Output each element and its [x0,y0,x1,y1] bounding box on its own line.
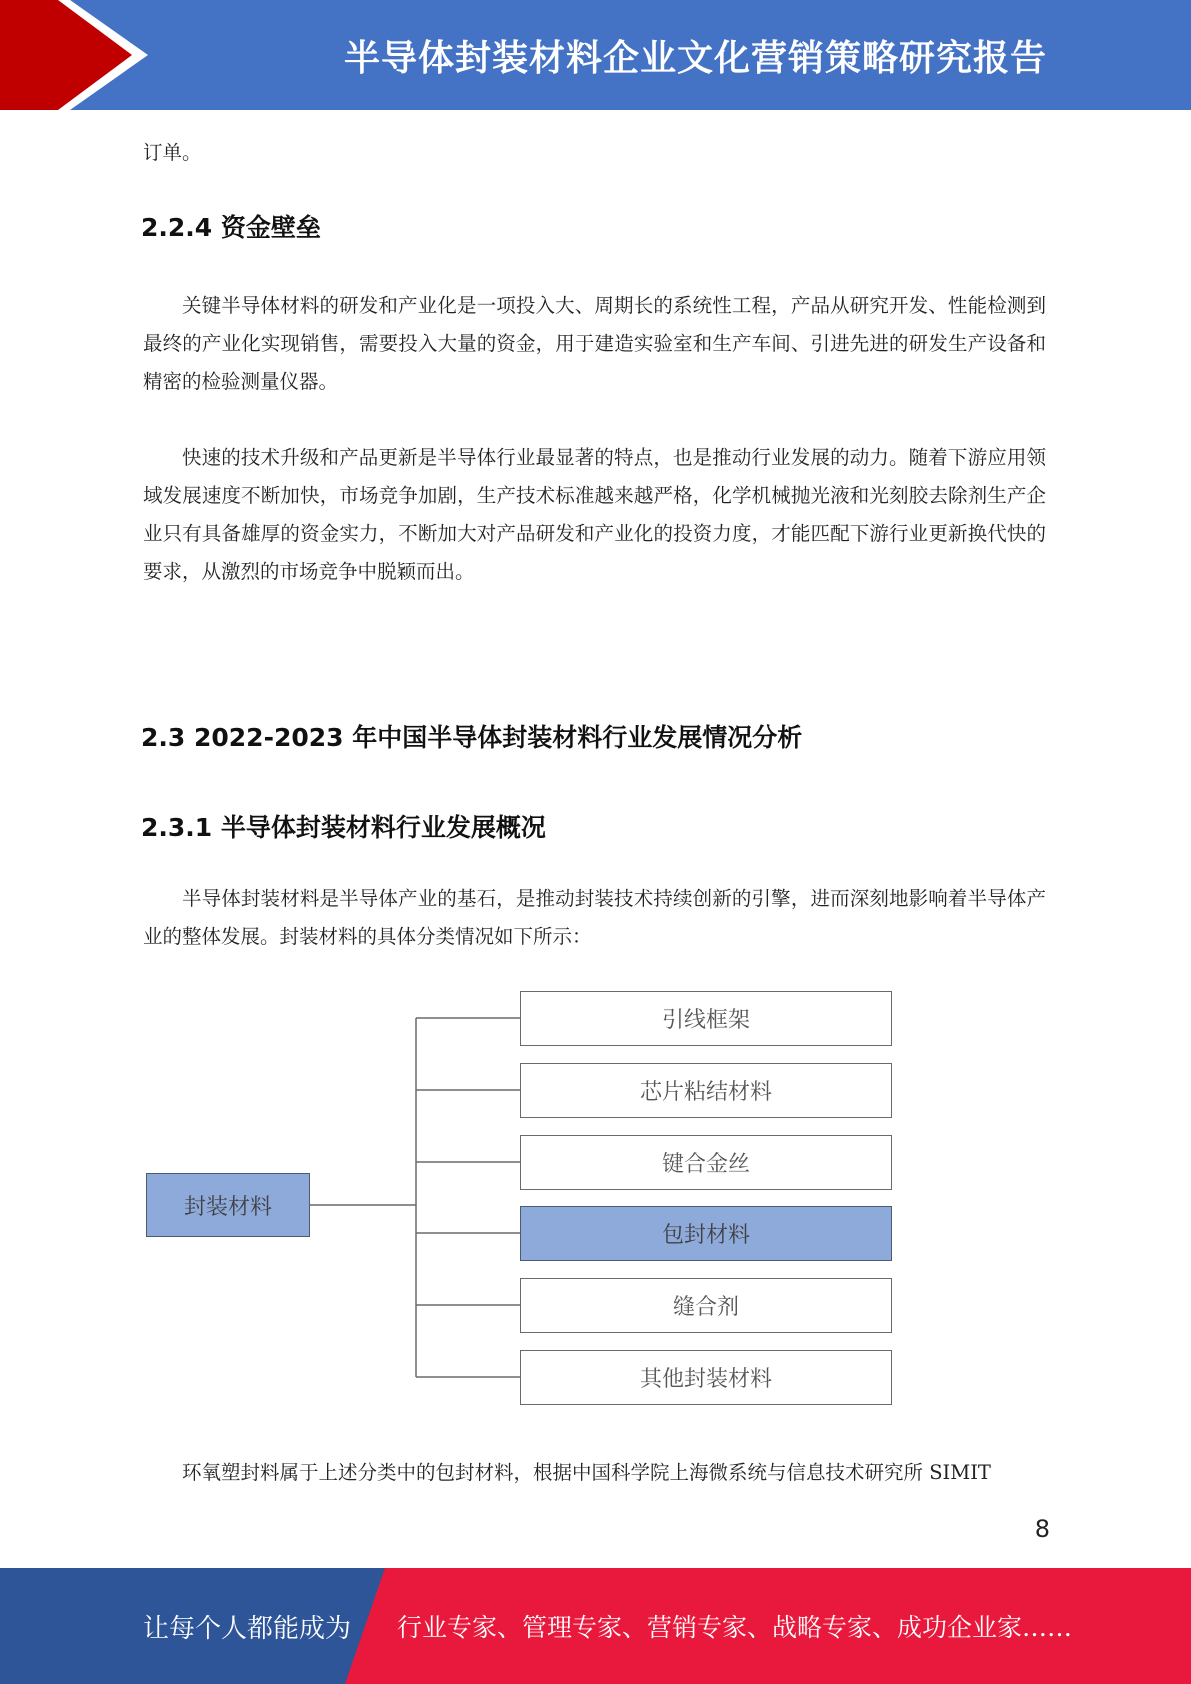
diagram-node-encapsulation: 包封材料 [520,1206,892,1261]
paragraph-capital-barrier-1: 关键半导体材料的研发和产业化是一项投入大、周期长的系统性工程，产品从研究开发、性能检测到最终的产业化实现销售，需要投入大量的资金，用于建造实验室和生产车间、引进先进的研发生产设备和精密的检验测量仪器。 [143,294,1046,393]
diagram-node-lead-frame: 引线框架 [520,991,892,1046]
diagram-node-sealant: 缝合剂 [520,1278,892,1333]
paragraph-epoxy-molding: 环氧塑封料属于上述分类中的包封材料，根据中国科学院上海微系统与信息技术研究所 SIMIT [182,1461,991,1484]
section-heading-2-3-1: 2.3.1 半导体封装材料行业发展概况 [141,813,546,842]
section-heading-2-3: 2.3 2022-2023 年中国半导体封装材料行业发展情况分析 [141,723,803,752]
page-footer [0,1568,1191,1684]
paragraph-industry-overview: 半导体封装材料是半导体产业的基石，是推动封装技术持续创新的引擎，进而深刻地影响着半导体产业的整体发展。封装材料的具体分类情况如下所示： [143,887,1046,948]
packaging-materials-diagram [140,985,900,1405]
page-number: 8 [1034,1515,1050,1543]
diagram-node-die-attach: 芯片粘结材料 [520,1063,892,1118]
footer-slogan-left: 让每个人都能成为 [143,1613,352,1644]
diagram-root-node: 封装材料 [146,1173,310,1237]
diagram-node-other: 其他封装材料 [520,1350,892,1405]
page-header [0,0,1191,110]
report-title: 半导体封装材料企业文化营销策略研究报告 [343,37,1047,79]
section-heading-2-2-4: 2.2.4 资金壁垒 [141,213,321,242]
paragraph-capital-barrier-2: 快速的技术升级和产品更新是半导体行业最显著的特点，也是推动行业发展的动力。随着下游应用领域发展速度不断加快，市场竞争加剧，生产技术标准越来越严格，化学机械抛光液和光刻胶去除剂生产企业只有具备雄厚的资金实力，不断加大对产品研发和产业化的投资力度，才能匹配下游行业更新换代快的要求，从激烈的市场竞争中脱颖而出。 [143,446,1046,583]
continuation-text: 订单。 [143,141,202,164]
diagram-node-bonding-wire: 键合金丝 [520,1135,892,1190]
footer-slogan-right: 行业专家、管理专家、营销专家、战略专家、成功企业家…… [397,1613,1073,1642]
